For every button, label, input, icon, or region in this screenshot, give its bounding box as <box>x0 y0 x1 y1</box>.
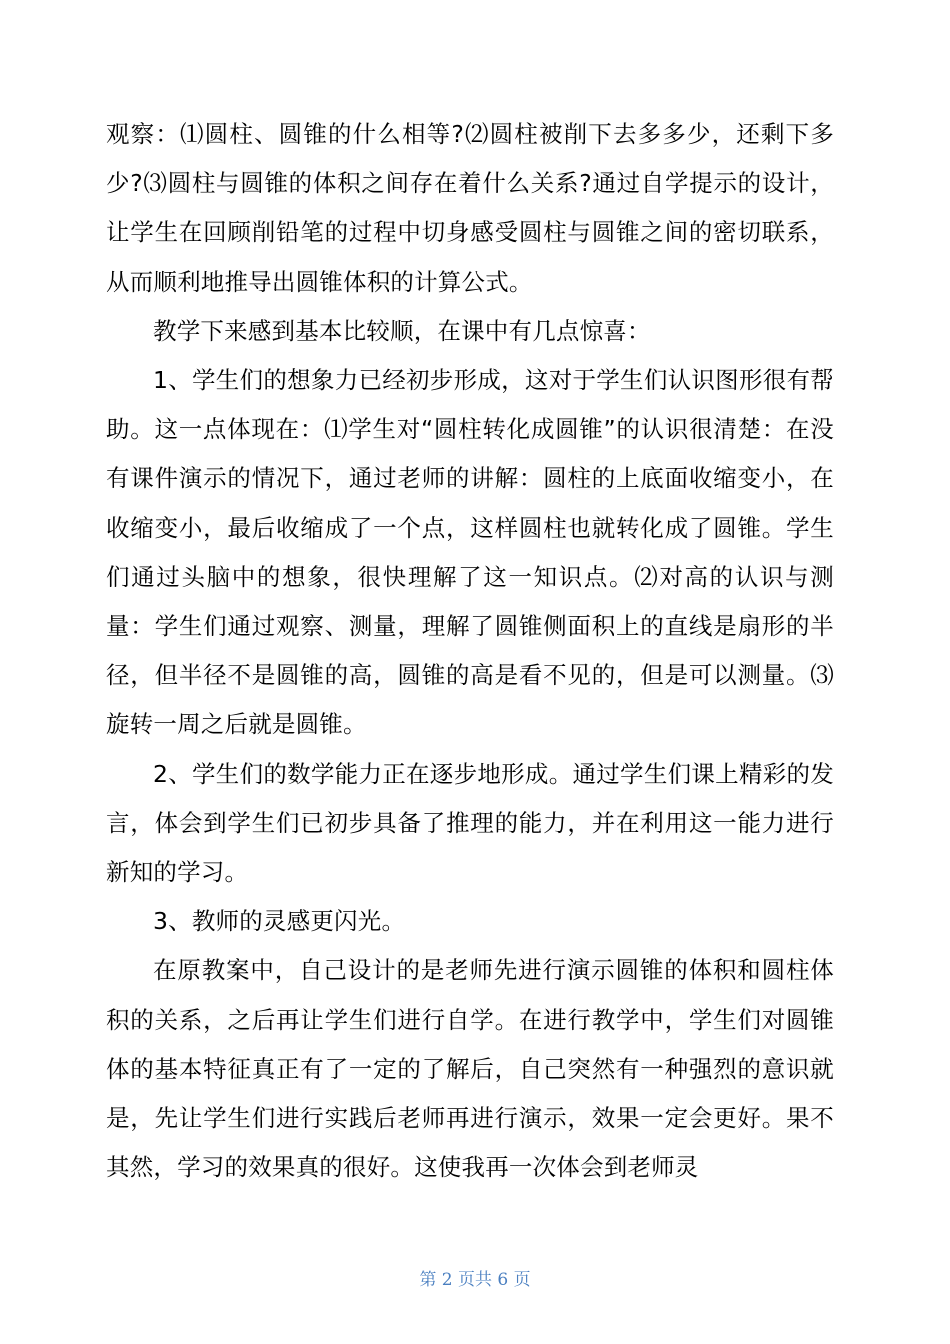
paragraph-point-1: 1、学生们的想象力已经初步形成，这对于学生们认识图形很有帮助。这一点体现在：⑴学生对“圆柱转化成圆锥”的认识很清楚：在没有课件演示的情况下，通过老师的讲解：圆柱的上底面收缩变小，在收缩变小，最后收缩成了一个点，这样圆柱也就转化成了圆锥。学生们通过头脑中的想象，很快理解了这一知识点。⑵对高的认识与测量：学生们通过观察、测量，理解了圆锥侧面积上的直线是扇形的半径，但半径不是圆锥的高，圆锥的高是看不见的，但是可以测量。⑶旋转一周之后就是圆锥。 <box>106 366 834 739</box>
paragraph-summary: 教学下来感到基本比较顺，在课中有几点惊喜： <box>153 316 651 345</box>
page-number: 第 2 页共 6 页 <box>419 1270 531 1290</box>
paragraph-point-3: 3、教师的灵感更闪光。 <box>153 907 406 936</box>
document-body <box>106 110 834 1192</box>
paragraph-observation: 观察：⑴圆柱、圆锥的什么相等?⑵圆柱被削下去多多少，还剩下多少?⑶圆柱与圆锥的体积之间存在着什么关系?通过自学提示的设计，让学生在回顾削铅笔的过程中切身感受圆柱与圆锥之间的密切联系，从而顺利地推导出圆锥体积的计算公式。 <box>106 120 834 296</box>
paragraph-point-2: 2、学生们的数学能力正在逐步地形成。通过学生们课上精彩的发言，体会到学生们已初步具备了推理的能力，并在利用这一能力进行新知的学习。 <box>106 759 834 887</box>
paragraph-lesson-plan: 在原教案中，自己设计的是老师先进行演示圆锥的体积和圆柱体积的关系，之后再让学生们进行自学。在进行教学中，学生们对圆锥体的基本特征真正有了一定的了解后，自己突然有一种强烈的意识就是，先让学生们进行实践后老师再进行演示，效果一定会更好。果不其然，学习的效果真的很好。这使我再一次体会到老师灵 <box>106 956 834 1182</box>
